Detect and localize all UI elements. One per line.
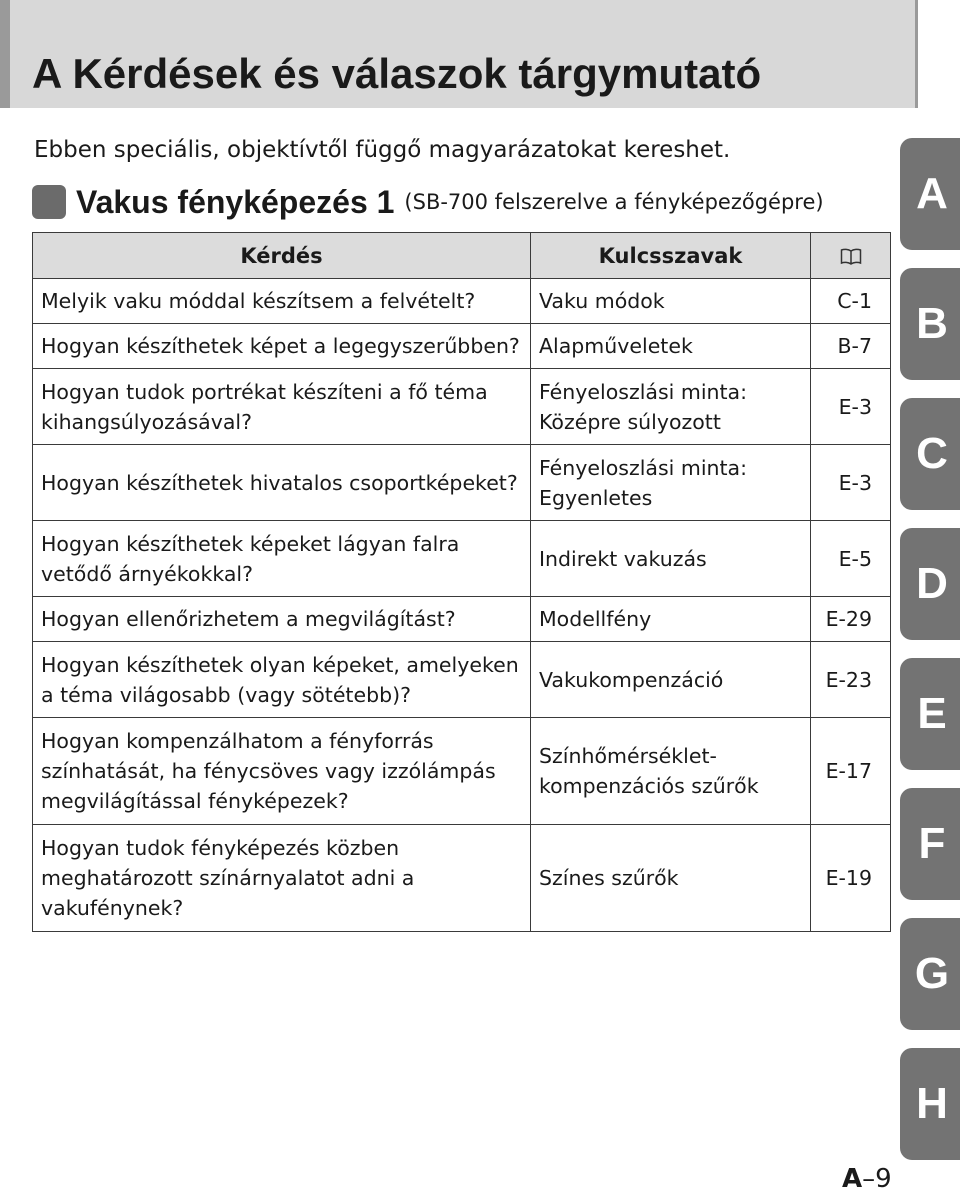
- chapter-tab-d[interactable]: D: [900, 528, 960, 640]
- table-header-row: [33, 233, 891, 279]
- section-title: Vakus fényképezés 1: [76, 183, 395, 220]
- page-number: [842, 1164, 892, 1194]
- row-page: E-3: [811, 445, 891, 521]
- table-row: [33, 279, 891, 324]
- chapter-tab-h[interactable]: H: [900, 1048, 960, 1160]
- row-keywords: Modellfény: [531, 597, 811, 642]
- qa-table: [32, 232, 891, 932]
- book-icon: [811, 233, 891, 279]
- chapter-tab-e[interactable]: E: [900, 658, 960, 770]
- table-row: [33, 825, 891, 932]
- section-subtitle: (SB-700 felszerelve a fényképezőgépre): [404, 190, 824, 214]
- row-question: Hogyan készíthetek képeket lágyan falra vetődő árnyékokkal?: [33, 521, 531, 597]
- chapter-tab-c[interactable]: C: [900, 398, 960, 510]
- table-row: [33, 597, 891, 642]
- row-keywords: Színes szűrők: [531, 825, 811, 932]
- page-number-suffix: –9: [862, 1164, 892, 1194]
- row-keywords: Indirekt vakuzás: [531, 521, 811, 597]
- header-question: Kérdés: [33, 233, 531, 279]
- row-question: Hogyan készíthetek képet a legegyszerűbben?: [33, 324, 531, 369]
- table-row: [33, 369, 891, 445]
- chapter-tab-g[interactable]: G: [900, 918, 960, 1030]
- row-keywords: Fényeloszlási minta: Egyenletes: [531, 445, 811, 521]
- row-question: Hogyan tudok portrékat készíteni a fő téma kihangsúlyozásával?: [33, 369, 531, 445]
- row-page: E-17: [811, 718, 891, 825]
- table-row: [33, 642, 891, 718]
- row-page: E-23: [811, 642, 891, 718]
- title-bar: [0, 0, 918, 108]
- table-row: [33, 445, 891, 521]
- page-number-prefix: A: [842, 1164, 863, 1194]
- section-heading: [32, 180, 824, 224]
- row-page: E-3: [811, 369, 891, 445]
- row-page: E-5: [811, 521, 891, 597]
- row-keywords: Vakukompenzáció: [531, 642, 811, 718]
- row-question: Melyik vaku móddal készítsem a felvételt?: [33, 279, 531, 324]
- page-title: A Kérdések és válaszok tárgymutató: [32, 50, 762, 97]
- header-keywords: Kulcsszavak: [531, 233, 811, 279]
- row-keywords: Színhőmérséklet-kompenzációs szűrők: [531, 718, 811, 825]
- row-keywords: Vaku módok: [531, 279, 811, 324]
- row-page: C-1: [811, 279, 891, 324]
- chapter-tab-b[interactable]: B: [900, 268, 960, 380]
- row-page: E-29: [811, 597, 891, 642]
- table-row: [33, 521, 891, 597]
- chapter-tab-a[interactable]: A: [900, 138, 960, 250]
- chapter-tab-f[interactable]: F: [900, 788, 960, 900]
- row-question: Hogyan ellenőrizhetem a megvilágítást?: [33, 597, 531, 642]
- table-row: [33, 718, 891, 825]
- row-page: B-7: [811, 324, 891, 369]
- row-question: Hogyan tudok fényképezés közben meghatározott színárnyalatot adni a vakufénynek?: [33, 825, 531, 932]
- row-page: E-19: [811, 825, 891, 932]
- row-keywords: Fényeloszlási minta: Középre súlyozott: [531, 369, 811, 445]
- row-keywords: Alapműveletek: [531, 324, 811, 369]
- square-bullet-icon: [32, 185, 66, 219]
- row-question: Hogyan készíthetek olyan képeket, amelyeken a téma világosabb (vagy sötétebb)?: [33, 642, 531, 718]
- row-question: Hogyan készíthetek hivatalos csoportképeket?: [33, 445, 531, 521]
- row-question: Hogyan kompenzálhatom a fényforrás színhatását, ha fénycsöves vagy izzólámpás megvilágítással fényképezek?: [33, 718, 531, 825]
- table-row: [33, 324, 891, 369]
- intro-text: Ebben speciális, objektívtől függő magyarázatokat kereshet.: [34, 137, 731, 163]
